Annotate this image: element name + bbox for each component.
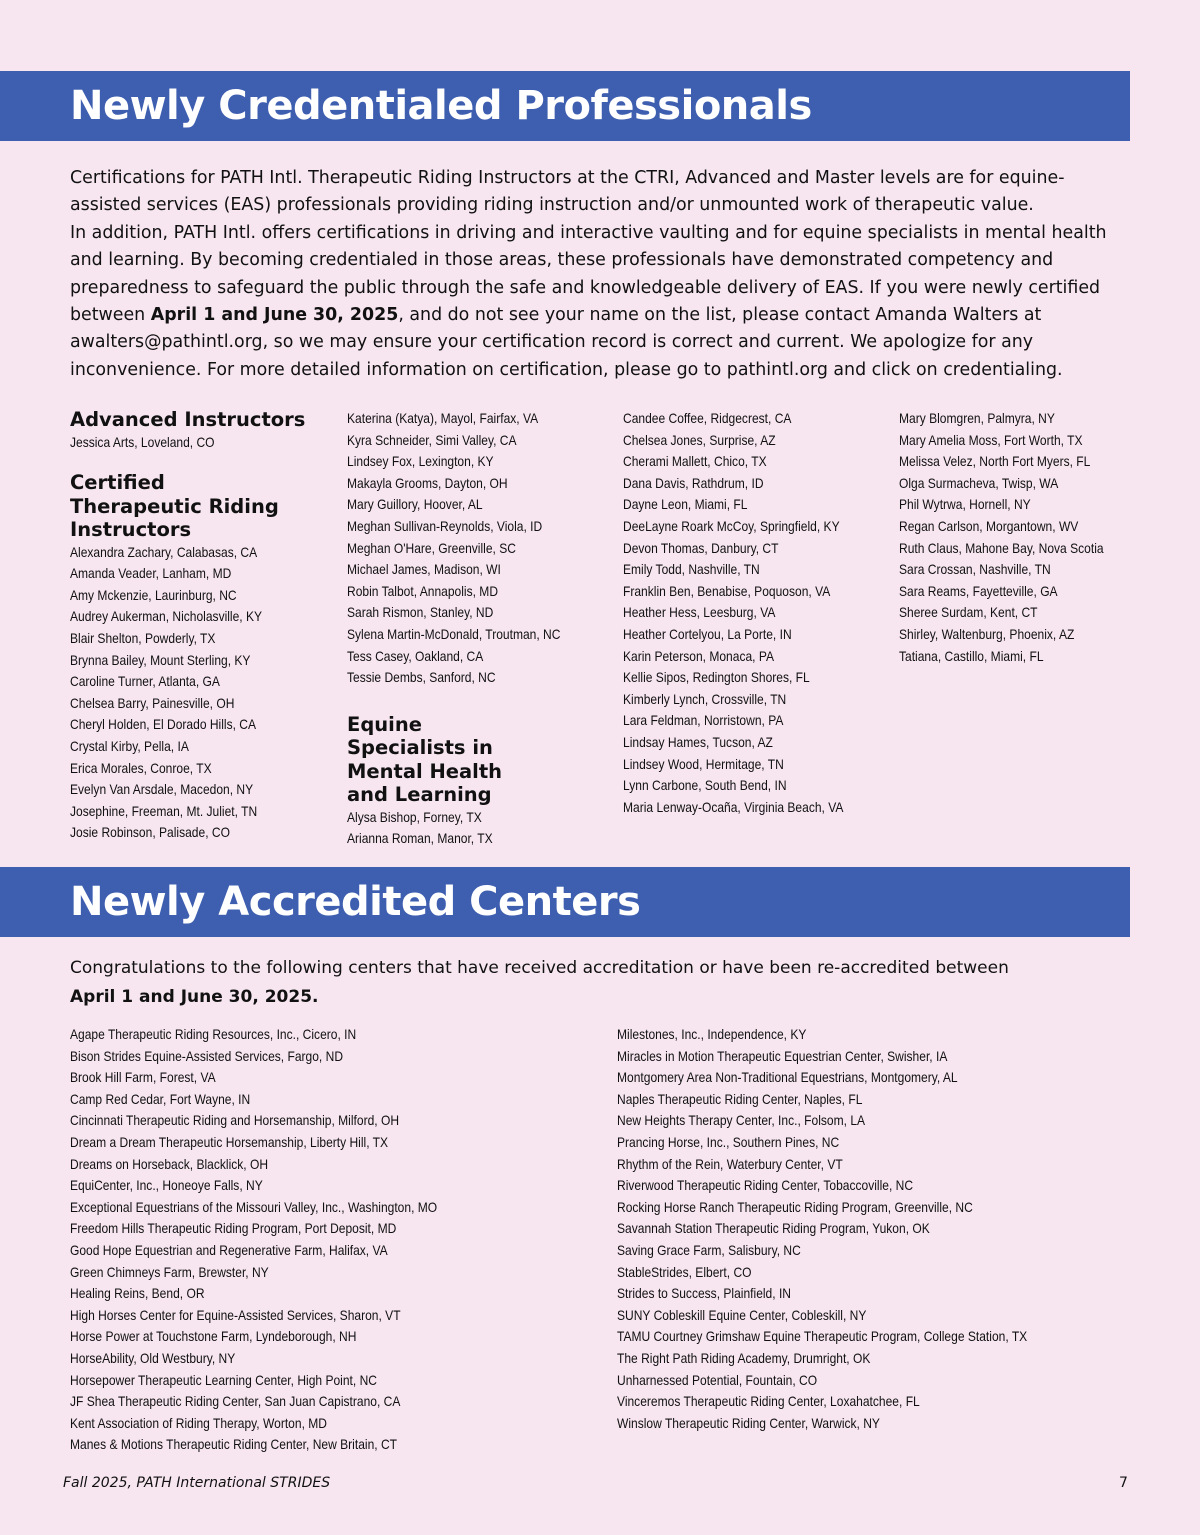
list-item: Dana Davis, Rathdrum, ID bbox=[623, 474, 764, 491]
list-item: Green Chimneys Farm, Brewster, NY bbox=[70, 1263, 269, 1280]
list-item: Kimberly Lynch, Crossville, TN bbox=[623, 690, 787, 707]
list-item: High Horses Center for Equine-Assisted Services, Sharon, VT bbox=[70, 1306, 401, 1323]
list-item: Mary Blomgren, Palmyra, NY bbox=[899, 410, 1055, 426]
list-item: Katerina (Katya), Mayol, Fairfax, VA bbox=[347, 410, 539, 426]
list-item: Lara Feldman, Norristown, PA bbox=[623, 712, 784, 729]
list-item: Ruth Claus, Mahone Bay, Nova Scotia bbox=[899, 539, 1104, 556]
list-item: Dreams on Horseback, Blacklick, OH bbox=[70, 1155, 269, 1172]
list-item: Tatiana, Castillo, Miami, FL bbox=[899, 647, 1044, 664]
list-item: HorseAbility, Old Westbury, NY bbox=[70, 1349, 236, 1366]
section-banner-credentialed bbox=[0, 71, 1130, 141]
list-item: Riverwood Therapeutic Riding Center, Tobaccoville, NC bbox=[617, 1177, 914, 1194]
list-item: Alysa Bishop, Forney, TX bbox=[347, 808, 482, 825]
list-item: Robin Talbot, Annapolis, MD bbox=[347, 582, 499, 599]
list-item: Devon Thomas, Danbury, CT bbox=[623, 539, 779, 556]
list-item: Milestones, Inc., Independence, KY bbox=[617, 1026, 807, 1042]
list-item: Lynn Carbone, South Bend, IN bbox=[623, 777, 787, 794]
list-ctri-2 bbox=[347, 408, 617, 689]
list-item: Exceptional Equestrians of the Missouri Valley, Inc., Washington, MO bbox=[70, 1198, 438, 1215]
list-item: Naples Therapeutic Riding Center, Naples, FL bbox=[617, 1090, 863, 1107]
list-item: Evelyn Van Arsdale, Macedon, NY bbox=[70, 781, 254, 798]
list-centers-2 bbox=[617, 1024, 1137, 1434]
list-item: Lindsey Fox, Lexington, KY bbox=[347, 453, 494, 470]
list-item: DeeLayne Roark McCoy, Springfield, KY bbox=[623, 517, 840, 534]
list-item: Michael James, Madison, WI bbox=[347, 561, 501, 578]
list-item: Chelsea Jones, Surprise, AZ bbox=[623, 431, 776, 448]
intro-text-a: In addition, PATH Intl. offers certifications in driving and interactive vaulting and for equine specialists in mental health and learning. By becoming credentialed in those areas, these professionals have demonstrated competency and preparedness to safeguard the public through the safe and knowledgeable delivery of EAS. If you were newly certified between bbox=[70, 222, 1107, 326]
list-item: Meghan O'Hare, Greenville, SC bbox=[347, 539, 516, 556]
list-item: Sarah Rismon, Stanley, ND bbox=[347, 604, 494, 621]
centers-column-2 bbox=[617, 1024, 1137, 1434]
list-item: Healing Reins, Bend, OR bbox=[70, 1285, 205, 1302]
list-item: Vinceremos Therapeutic Riding Center, Loxahatchee, FL bbox=[617, 1393, 920, 1410]
list-item: Horse Power at Touchstone Farm, Lyndeborough, NH bbox=[70, 1328, 357, 1345]
list-item: Rocking Horse Ranch Therapeutic Riding Program, Greenville, NC bbox=[617, 1198, 973, 1215]
section-title-credentialed: Newly Credentialed Professionals bbox=[70, 83, 812, 129]
list-item: Meghan Sullivan-Reynolds, Viola, ID bbox=[347, 517, 543, 534]
list-item: Miracles in Motion Therapeutic Equestrian Center, Swisher, IA bbox=[617, 1047, 948, 1064]
list-item: SUNY Cobleskill Equine Center, Cobleskill, NY bbox=[617, 1306, 867, 1323]
list-item: The Right Path Riding Academy, Drumright, OK bbox=[617, 1349, 871, 1366]
list-item: Emily Todd, Nashville, TN bbox=[623, 561, 760, 578]
list-item: Maria Lenway-Ocaña, Virginia Beach, VA bbox=[623, 798, 844, 815]
list-item: Brynna Bailey, Mount Sterling, KY bbox=[70, 651, 251, 668]
list-item: Cheryl Holden, El Dorado Hills, CA bbox=[70, 716, 257, 733]
list-item: Amanda Veader, Lanham, MD bbox=[70, 565, 232, 582]
page-number: 7 bbox=[1119, 1475, 1128, 1491]
list-item: Olga Surmacheva, Twisp, WA bbox=[899, 474, 1059, 491]
list-item: Regan Carlson, Morgantown, WV bbox=[899, 517, 1079, 534]
list-item: Mary Amelia Moss, Fort Worth, TX bbox=[899, 431, 1083, 448]
accredited-intro-text: Congratulations to the following centers that have received accreditation or have been re-accredited between bbox=[70, 958, 1009, 978]
list-item: Cincinnati Therapeutic Riding and Horsemanship, Milford, OH bbox=[70, 1112, 400, 1129]
list-item: Brook Hill Farm, Forest, VA bbox=[70, 1069, 216, 1086]
list-item: Alexandra Zachary, Calabasas, CA bbox=[70, 543, 258, 560]
list-item: Rhythm of the Rein, Waterbury Center, VT bbox=[617, 1155, 843, 1172]
list-item: Melissa Velez, North Fort Myers, FL bbox=[899, 453, 1091, 470]
list-item: Bison Strides Equine-Assisted Services, Fargo, ND bbox=[70, 1047, 344, 1064]
list-item: Kent Association of Riding Therapy, Worton, MD bbox=[70, 1414, 327, 1431]
list-item: Horsepower Therapeutic Learning Center, High Point, NC bbox=[70, 1371, 377, 1388]
heading-ctri: Certified Therapeutic Riding Instructors bbox=[70, 471, 279, 542]
list-item: Lindsay Hames, Tucson, AZ bbox=[623, 733, 773, 750]
centers-column-1 bbox=[70, 1024, 590, 1456]
list-item: New Heights Therapy Center, Inc., Folsom, LA bbox=[617, 1112, 866, 1129]
list-item: Sara Reams, Fayetteville, GA bbox=[899, 582, 1058, 599]
list-item: Jessica Arts, Loveland, CO bbox=[70, 433, 215, 450]
list-item: Mary Guillory, Hoover, AL bbox=[347, 496, 483, 513]
list-item: TAMU Courtney Grimshaw Equine Therapeutic Program, College Station, TX bbox=[617, 1328, 1028, 1345]
intro-dates: April 1 and June 30, 2025 bbox=[150, 305, 399, 326]
list-item: Heather Hess, Leesburg, VA bbox=[623, 604, 776, 621]
list-item: Phil Wytrwa, Hornell, NY bbox=[899, 496, 1031, 513]
footer-publication: Fall 2025, PATH International STRIDES bbox=[63, 1475, 331, 1491]
list-item: Dream a Dream Therapeutic Horsemanship, Liberty Hill, TX bbox=[70, 1133, 389, 1150]
list-item: Franklin Ben, Benabise, Poquoson, VA bbox=[623, 582, 831, 599]
accredited-dates: April 1 and June 30, 2025. bbox=[70, 986, 319, 1007]
list-item: Sara Crossan, Nashville, TN bbox=[899, 561, 1051, 578]
heading-esmhl: Equine Specialists in Mental Health and Learning bbox=[347, 712, 503, 807]
list-item: Unharnessed Potential, Fountain, CO bbox=[617, 1371, 818, 1388]
list-item: Audrey Aukerman, Nicholasville, KY bbox=[70, 608, 263, 625]
credentialed-intro bbox=[70, 165, 1120, 384]
list-col3 bbox=[623, 408, 893, 818]
list-item: Crystal Kirby, Pella, IA bbox=[70, 737, 189, 754]
list-item: Amy Mckenzie, Laurinburg, NC bbox=[70, 586, 237, 603]
list-item: Chelsea Barry, Painesville, OH bbox=[70, 694, 235, 711]
section-banner-accredited bbox=[0, 867, 1130, 937]
list-ctri-1 bbox=[70, 542, 340, 844]
list-item: Shirley, Waltenburg, Phoenix, AZ bbox=[899, 625, 1075, 642]
list-item: Josephine, Freeman, Mt. Juliet, TN bbox=[70, 802, 258, 819]
list-item: Karin Peterson, Monaca, PA bbox=[623, 647, 775, 664]
list-item: Heather Cortelyou, La Porte, IN bbox=[623, 625, 792, 642]
list-item: Camp Red Cedar, Fort Wayne, IN bbox=[70, 1090, 251, 1107]
list-advanced bbox=[70, 432, 340, 454]
list-item: Winslow Therapeutic Riding Center, Warwick, NY bbox=[617, 1414, 880, 1431]
list-item: Dayne Leon, Miami, FL bbox=[623, 496, 748, 513]
list-item: Candee Coffee, Ridgecrest, CA bbox=[623, 410, 792, 426]
list-item: StableStrides, Elbert, CO bbox=[617, 1263, 752, 1280]
list-item: Tessie Dembs, Sanford, NC bbox=[347, 669, 496, 686]
intro-text-b: , and do not see your name on the list, please contact Amanda Walters at awalters@pathintl.org, so we may ensure your certification record is correct and current. We apologize for any inconvenience. For more detailed information on certification, please go to pathintl.org and click on credentialing. bbox=[70, 305, 1063, 380]
list-centers-1 bbox=[70, 1024, 590, 1456]
list-item: Strides to Success, Plainfield, IN bbox=[617, 1285, 791, 1302]
list-item: Sheree Surdam, Kent, CT bbox=[899, 604, 1038, 621]
list-item: Manes & Motions Therapeutic Riding Center, New Britain, CT bbox=[70, 1436, 398, 1453]
list-col4 bbox=[899, 408, 1169, 667]
list-item: Erica Morales, Conroe, TX bbox=[70, 759, 212, 776]
list-item: Kellie Sipos, Redington Shores, FL bbox=[623, 669, 810, 686]
accredited-intro bbox=[70, 954, 1120, 1011]
list-item: Caroline Turner, Atlanta, GA bbox=[70, 673, 220, 690]
list-item: Kyra Schneider, Simi Valley, CA bbox=[347, 431, 517, 448]
list-item: Agape Therapeutic Riding Resources, Inc., Cicero, IN bbox=[70, 1026, 357, 1042]
section-title-accredited: Newly Accredited Centers bbox=[70, 879, 641, 925]
list-item: Blair Shelton, Powderly, TX bbox=[70, 629, 216, 646]
list-item: Cherami Mallett, Chico, TX bbox=[623, 453, 767, 470]
list-item: Savannah Station Therapeutic Riding Program, Yukon, OK bbox=[617, 1220, 930, 1237]
list-item: Arianna Roman, Manor, TX bbox=[347, 830, 493, 847]
list-item: Lindsey Wood, Hermitage, TN bbox=[623, 755, 784, 772]
list-item: Josie Robinson, Palisade, CO bbox=[70, 824, 230, 841]
list-item: Good Hope Equestrian and Regenerative Farm, Halifax, VA bbox=[70, 1241, 388, 1258]
accredited-intro-dates-line bbox=[70, 983, 1120, 1012]
list-item: Makayla Grooms, Dayton, OH bbox=[347, 474, 508, 491]
list-item: Prancing Horse, Inc., Southern Pines, NC bbox=[617, 1133, 840, 1150]
list-item: Sylena Martin-McDonald, Troutman, NC bbox=[347, 625, 561, 642]
list-item: Saving Grace Farm, Salisbury, NC bbox=[617, 1241, 801, 1258]
column-1 bbox=[70, 408, 340, 844]
list-esmhl bbox=[347, 807, 617, 850]
list-item: JF Shea Therapeutic Riding Center, San Juan Capistrano, CA bbox=[70, 1393, 401, 1410]
heading-advanced-instructors: Advanced Instructors bbox=[70, 408, 306, 431]
list-item: Tess Casey, Oakland, CA bbox=[347, 647, 484, 664]
intro-paragraph-1: Certifications for PATH Intl. Therapeutic Riding Instructors at the CTRI, Advanced and Master levels are for equine-assisted services (EAS) professionals providing riding instruction and/or unmounted work of therapeutic value. bbox=[70, 168, 1065, 216]
column-4 bbox=[899, 408, 1169, 667]
column-2 bbox=[347, 408, 617, 850]
list-item: Freedom Hills Therapeutic Riding Program, Port Deposit, MD bbox=[70, 1220, 397, 1237]
list-item: EquiCenter, Inc., Honeoye Falls, NY bbox=[70, 1177, 263, 1194]
intro-paragraph-2 bbox=[70, 220, 1120, 384]
column-3 bbox=[623, 408, 893, 818]
list-item: Montgomery Area Non-Traditional Equestrians, Montgomery, AL bbox=[617, 1069, 958, 1086]
